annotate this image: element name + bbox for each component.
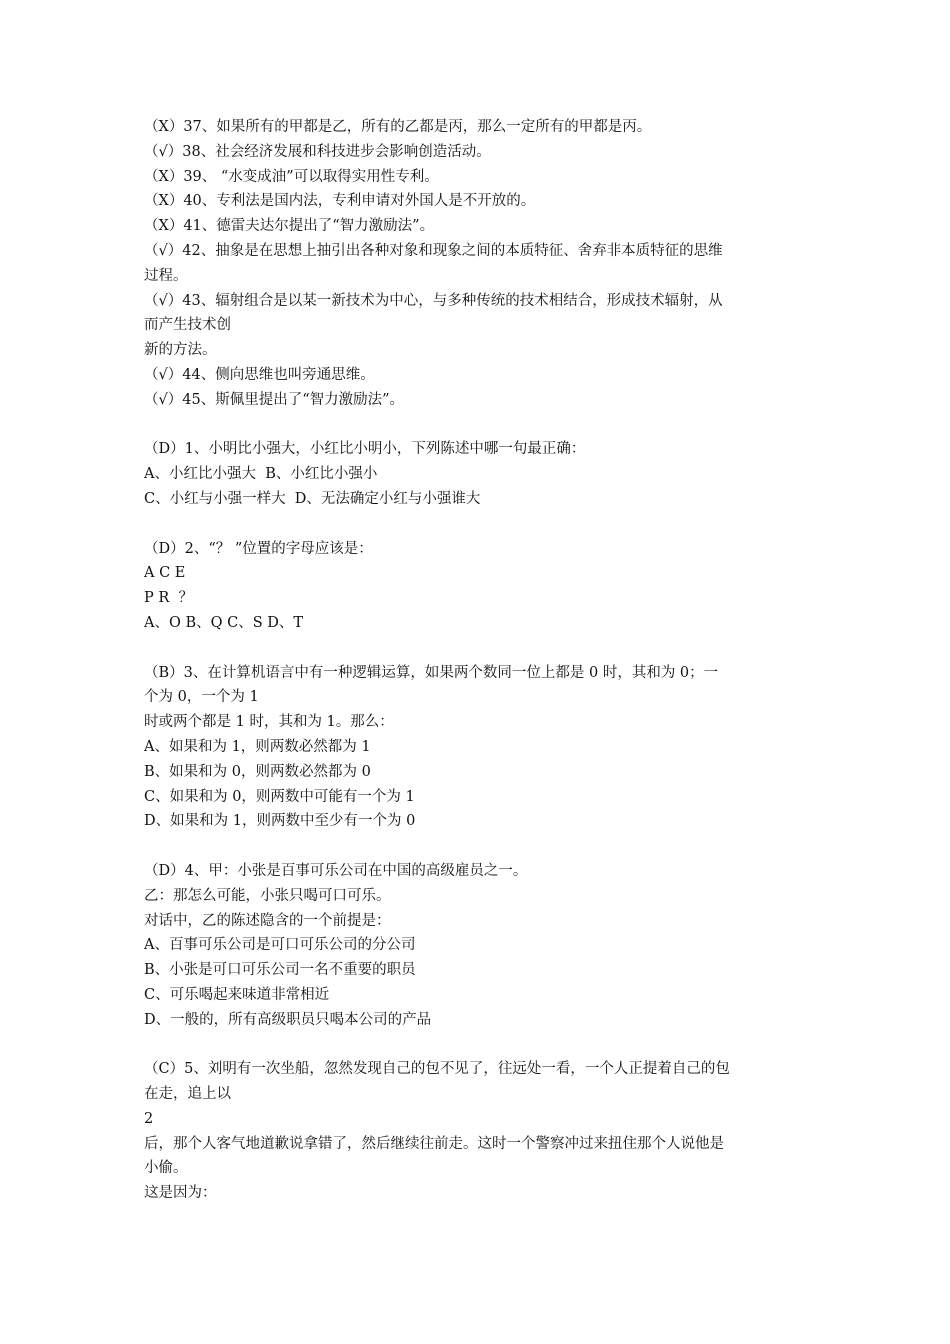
letter-sequence-row: A C E [144, 565, 186, 582]
question-4 [144, 859, 810, 1033]
question-option: B、如果和为 0，则两数必然都为 0 [144, 763, 371, 780]
judgement-item: （√）38、社会经济发展和科技进步会影响创造活动。 [144, 143, 491, 160]
judgement-item: （X）41、德雷夫达尔提出了“智力激励法”。 [144, 218, 435, 235]
question-option: A、小红比小强大 B、小红比小强小 [144, 466, 378, 483]
judgement-item-continuation: 新的方法。 [144, 342, 217, 359]
question-stem: （D）2、“？ ”位置的字母应该是： [144, 540, 373, 557]
question-stem-continuation: 时或两个都是 1 时，其和为 1。那么： [144, 714, 394, 731]
question-stem-continuation: 在走，追上以 [144, 1086, 231, 1103]
question-option: C、小红与小强一样大 D、无法确定小红与小强谁大 [144, 490, 481, 507]
spacer [144, 636, 810, 661]
judgement-item: （√）44、侧向思维也叫旁通思维。 [144, 366, 375, 383]
question-stem: （C）5、刘明有一次坐船，忽然发现自己的包不见了，往远处一看，一个人正提着自己的包 [144, 1061, 730, 1078]
spacer [144, 413, 810, 438]
spacer [144, 834, 810, 859]
letter-sequence-row: P R ？ [144, 590, 194, 607]
question-stem-continuation: 小偷。 [144, 1160, 188, 1177]
question-2 [144, 537, 810, 636]
page-number: 2 [144, 1110, 154, 1127]
question-option: C、可乐喝起来味道非常相近 [144, 986, 330, 1003]
question-1 [144, 437, 810, 511]
question-option: C、如果和为 0，则两数中可能有一个为 1 [144, 788, 415, 805]
question-stem: （D）4、甲：小张是百事可乐公司在中国的高级雇员之一。 [144, 862, 528, 879]
judgement-item: （√）42、抽象是在思想上抽引出各种对象和现象之间的本质特征、舍弃非本质特征的思维 [144, 242, 723, 259]
judgement-item: （X）37、如果所有的甲都是乙，所有的乙都是丙，那么一定所有的甲都是丙。 [144, 119, 652, 135]
question-option: D、一般的，所有高级职员只喝本公司的产品 [144, 1011, 432, 1028]
question-stem-continuation: 后，那个人客气地道歉说拿错了，然后继续往前走。这时一个警察冲过来扭住那个人说他是 [144, 1135, 724, 1152]
judgement-item: （X）40、专利法是国内法，专利申请对外国人是不开放的。 [144, 193, 536, 210]
judgement-item: （X）39、 “水变成油”可以取得实用性专利。 [144, 168, 439, 185]
spacer [144, 1032, 810, 1057]
question-option: B、小张是可口可乐公司一名不重要的职员 [144, 962, 416, 979]
question-option: A、如果和为 1，则两数必然都为 1 [144, 738, 371, 755]
question-stem-continuation: 对话中，乙的陈述隐含的一个前提是： [144, 912, 391, 929]
question-stem-continuation: 乙：那怎么可能，小张只喝可口可乐。 [144, 887, 391, 904]
question-option: A、O B、Q C、S D、T [144, 614, 304, 631]
question-option: A、百事可乐公司是可口可乐公司的分公司 [144, 937, 416, 954]
question-stem: （B）3、在计算机语言中有一种逻辑运算，如果两个数同一位上都是 0 时，其和为 0；一 [144, 664, 719, 681]
judgement-item: （√）45、斯佩里提出了“智力激励法”。 [144, 391, 405, 408]
question-5 [144, 1057, 810, 1206]
question-option: D、如果和为 1，则两数中至少有一个为 0 [144, 813, 416, 830]
spacer [144, 512, 810, 537]
question-3 [144, 661, 810, 835]
judgement-section [144, 115, 810, 413]
question-stem: （D）1、小明比小强大，小红比小明小，下列陈述中哪一句最正确： [144, 441, 586, 458]
judgement-item: （√）43、辐射组合是以某一新技术为中心，与多种传统的技术相结合，形成技术辐射，从 [144, 292, 723, 309]
question-stem-continuation: 这是因为： [144, 1185, 217, 1202]
document-body [144, 115, 810, 1206]
judgement-item-continuation: 过程。 [144, 267, 188, 284]
question-stem-continuation: 个为 0，一个为 1 [144, 689, 259, 706]
judgement-item-continuation: 而产生技术创 [144, 317, 231, 334]
